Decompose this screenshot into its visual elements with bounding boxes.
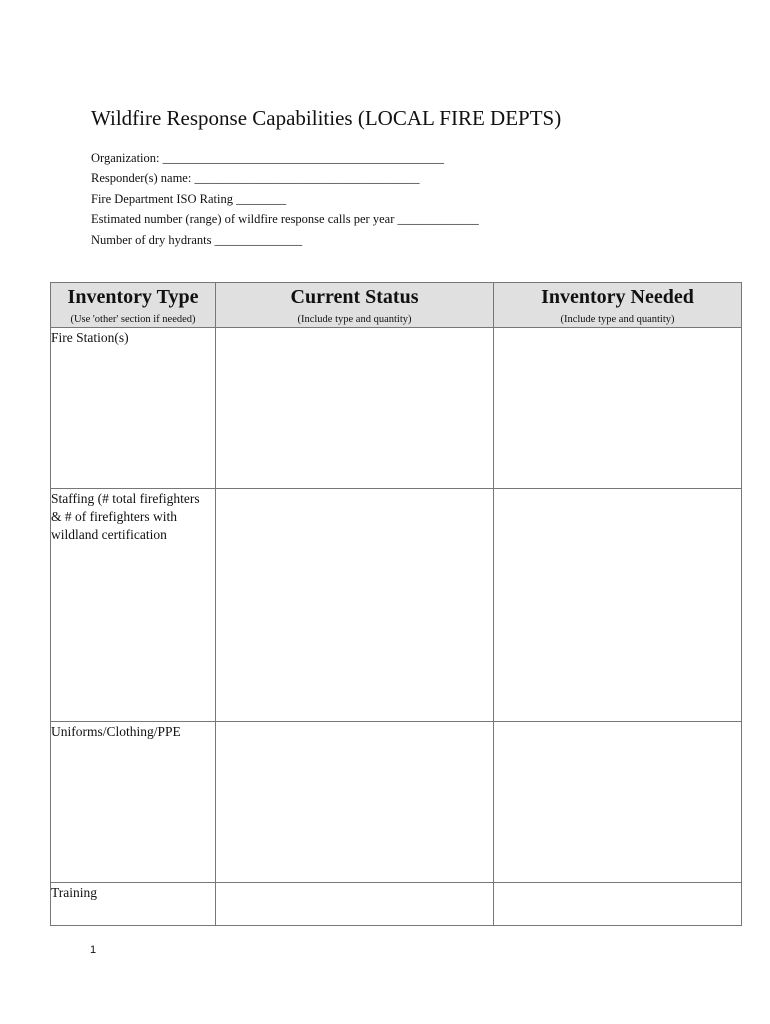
document-title: Wildfire Response Capabilities (LOCAL FIRE DEPTS): [91, 106, 562, 130]
iso-rating-blank[interactable]: ________: [236, 191, 287, 206]
inventory-table: [50, 282, 742, 926]
inventory-needed-title: Inventory Needed: [541, 286, 694, 308]
inventory-type-hint: (Use 'other' section if needed): [70, 314, 196, 325]
response-calls-label: Estimated number (range) of wildfire response calls per year: [91, 212, 395, 227]
inventory-type-header: [51, 283, 216, 328]
inventory-needed-cell[interactable]: [494, 722, 742, 883]
current-status-cell[interactable]: [216, 489, 494, 722]
current-status-header: [216, 283, 494, 328]
organization-blank[interactable]: _____________________________________________: [162, 151, 444, 165]
table-row-fire-stations: [51, 328, 742, 489]
dry-hydrants-field[interactable]: [91, 230, 651, 250]
table-row-uniforms: [51, 722, 742, 883]
inventory-needed-header: [494, 283, 742, 328]
table-row-staffing: [51, 489, 742, 722]
response-calls-field[interactable]: [91, 209, 651, 229]
page-number: 1: [90, 944, 97, 956]
response-calls-blank[interactable]: _____________: [397, 212, 479, 227]
row-label-cell: [51, 883, 216, 926]
inventory-needed-cell[interactable]: [494, 489, 742, 722]
row-label: Training: [51, 885, 98, 900]
iso-rating-field[interactable]: [91, 189, 651, 209]
inventory-needed-cell[interactable]: [494, 883, 742, 926]
current-status-cell[interactable]: [216, 722, 494, 883]
responder-name-field[interactable]: [91, 168, 651, 188]
row-label: Fire Station(s): [51, 330, 129, 345]
row-label: Staffing (# total firefighters & # of firefighters with wildland certification: [51, 491, 200, 542]
responder-name-blank[interactable]: ____________________________________: [194, 171, 420, 186]
inventory-needed-hint: (Include type and quantity): [560, 314, 675, 325]
current-status-cell[interactable]: [216, 328, 494, 489]
row-label-cell: [51, 328, 216, 489]
responder-name-label: Responder(s) name:: [91, 171, 192, 186]
inventory-needed-cell[interactable]: [494, 328, 742, 489]
current-status-title: Current Status: [290, 286, 419, 308]
dry-hydrants-label: Number of dry hydrants: [91, 232, 212, 247]
current-status-cell[interactable]: [216, 883, 494, 926]
table-header-row: [51, 283, 742, 328]
organization-label: Organization:: [91, 151, 160, 165]
organization-field[interactable]: [91, 148, 651, 168]
current-status-hint: (Include type and quantity): [297, 314, 412, 325]
inventory-type-title: Inventory Type: [67, 286, 199, 308]
row-label-cell: [51, 722, 216, 883]
row-label-cell: [51, 489, 216, 722]
iso-rating-label: Fire Department ISO Rating: [91, 191, 233, 206]
row-label: Uniforms/Clothing/PPE: [51, 724, 181, 739]
header-fields: [91, 148, 651, 250]
table-row-training: [51, 883, 742, 926]
dry-hydrants-blank[interactable]: ______________: [214, 232, 303, 247]
